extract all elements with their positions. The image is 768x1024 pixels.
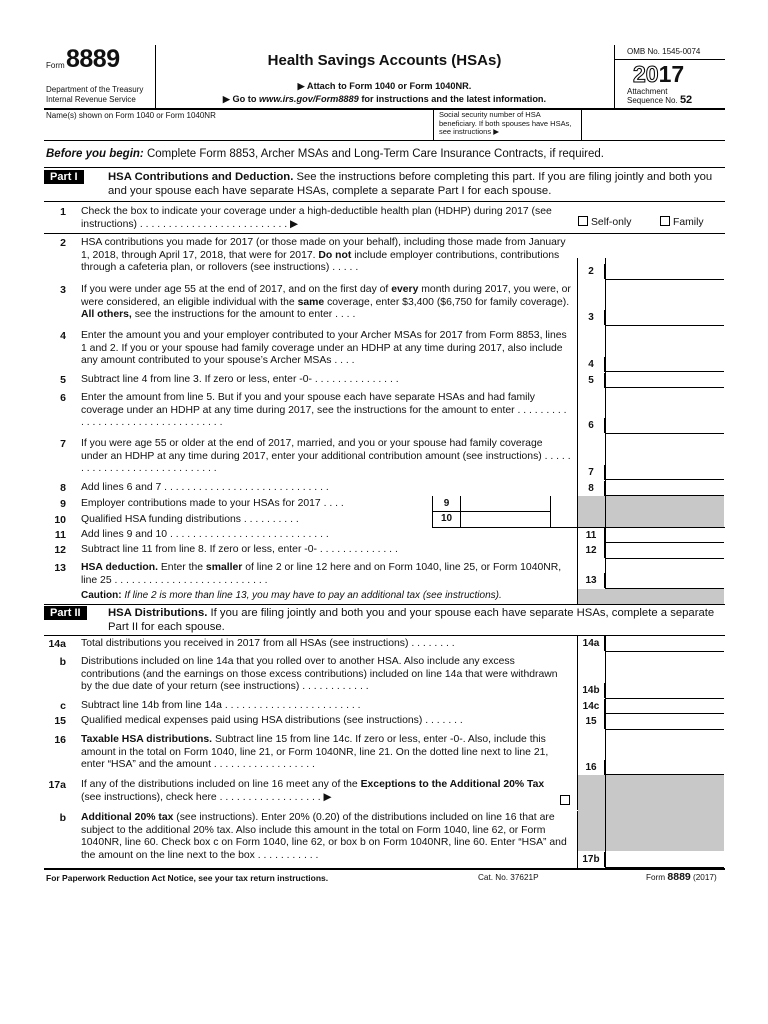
line2-text: [81, 237, 571, 275]
line7-amount[interactable]: [606, 434, 724, 480]
caution-text: If line 2 is more than line 13, you may have to pay an additional tax (see instructions).: [121, 590, 502, 601]
goto-line: [155, 94, 614, 105]
self-only-checkbox[interactable]: [578, 216, 588, 226]
before-text: Complete Form 8853, Archer MSAs and Long-Term Care Insurance Contracts, if required.: [143, 148, 604, 160]
line17b-amount[interactable]: [606, 851, 724, 868]
line17a-bold: Exceptions to the Additional 20% Tax: [360, 779, 545, 790]
line3-text-d: see the instructions for the amount to enter . . . .: [131, 309, 356, 321]
part1-label: Part I: [44, 170, 84, 184]
line13-caution: [81, 590, 502, 603]
line3-bold2: same: [297, 296, 325, 308]
line13-bold: HSA deduction.: [81, 562, 158, 573]
line14b-text: Distributions included on line 14a that you rolled over to another HSA. Also include any excess contributions (and the earnings on those excess contributions) included on line 14a that were withdrawn by the due date of your return (see instructions) . . . . . . . . . . . .: [81, 656, 558, 693]
line8-number: 8: [60, 482, 66, 494]
box-9: 9: [443, 498, 450, 509]
box-3: 3: [578, 310, 605, 325]
line13-number: 13: [54, 562, 66, 574]
line17a-text-b: (see instructions), check here . . . . . . . . . . . . . . . . . . ▶: [81, 791, 332, 803]
footer-form: [646, 871, 717, 883]
part2-label: Part II: [44, 606, 87, 620]
line15-amount[interactable]: [606, 714, 724, 730]
part1-title: HSA Contributions and Deduction.: [108, 171, 294, 183]
family-checkbox[interactable]: [660, 216, 670, 226]
catalog-number: Cat. No. 37621P: [478, 873, 539, 882]
sequence-label: [627, 96, 692, 106]
sequence-text: Sequence No.: [627, 96, 678, 105]
line5-text: Subtract line 4 from line 3. If zero or less, enter -0- . . . . . . . . . . . . . . .: [81, 374, 399, 385]
line3-text-c: coverage, enter $3,400 ($6,750 for family coverage).: [324, 296, 570, 308]
line9-text: Employer contributions made to your HSAs for 2017 . . . .: [81, 498, 344, 509]
line3-bold1: every: [391, 284, 419, 295]
form-number: 8889: [66, 45, 120, 73]
box-14c: 14c: [578, 699, 605, 714]
line10-number: 10: [54, 514, 66, 526]
line16-bold: Taxable HSA distributions.: [81, 734, 213, 745]
before-you-begin: [46, 148, 604, 160]
footer-form-number: 8889: [667, 871, 691, 883]
line6-text: Enter the amount from line 5. But if you and your spouse each have separate HSAs and had family coverage under an HDHP at any time during 2017, see the instructions for the amount to enter . . . . . . . . . . . . . . . . . . . . . . . . . . . . . . . . . .: [81, 392, 567, 429]
paperwork-notice: For Paperwork Reduction Act Notice, see your tax return instructions.: [46, 873, 329, 883]
coverage-family[interactable]: [660, 216, 704, 230]
box-12: 12: [578, 543, 605, 558]
line5-number: 5: [60, 374, 66, 386]
line9-amount[interactable]: [461, 497, 550, 511]
part2-title: HSA Distributions.: [108, 607, 208, 619]
coverage-self-only[interactable]: [578, 216, 631, 230]
line12-amount[interactable]: [606, 543, 724, 559]
box-10: 10: [440, 513, 453, 524]
line12-text: Subtract line 11 from line 8. If zero or less, enter -0- . . . . . . . . . . . . . .: [81, 544, 398, 555]
line17a-text: [81, 779, 556, 804]
part2-desc: If you are filing jointly and both you and your spouse each have separate HSAs, complete a separate Part II for each spouse.: [108, 607, 715, 633]
line10-amount[interactable]: [461, 512, 550, 526]
family-label: Family: [673, 217, 704, 228]
line17b-number: b: [59, 812, 66, 824]
line5-amount[interactable]: [606, 372, 724, 388]
line17b-text: [81, 812, 571, 862]
line3-amount[interactable]: [606, 280, 724, 326]
form-word: Form: [46, 61, 65, 70]
irs-line: Internal Revenue Service: [46, 95, 136, 104]
omb-number: OMB No. 1545-0074: [627, 47, 701, 56]
box-2: 2: [578, 264, 605, 279]
part1-desc: See the instructions before completing this part. If you are filing jointly and both you and your spouse each have separate HSAs, complete a separate Part I for each spouse.: [108, 171, 713, 197]
tax-year: [633, 62, 684, 86]
ssn-label: Social security number of HSA beneficiary. If both spouses have HSAs, see instructions ▶: [439, 110, 572, 136]
line14a-text: Total distributions you received in 2017 from all HSAs (see instructions) . . . . . . . .: [81, 638, 455, 649]
box-15: 15: [578, 714, 605, 729]
line13-amount[interactable]: [606, 559, 724, 589]
line9-number: 9: [60, 498, 66, 510]
line1-text: Check the box to indicate your coverage under a high-deductible health plan (HDHP) during 2017 (see instructions) . . . . . . . . . . . . . . . . . . . . . . . . . . ▶: [81, 206, 552, 230]
line10-text: Qualified HSA funding distributions . . . . . . . . . .: [81, 514, 299, 525]
box-17b: 17b: [578, 852, 605, 867]
goto-prefix: ▶ Go to: [222, 94, 260, 104]
line3-number: 3: [60, 284, 66, 296]
line14b-number: b: [59, 656, 66, 668]
line4-amount[interactable]: [606, 326, 724, 372]
line11-amount[interactable]: [606, 527, 724, 543]
box-7: 7: [578, 465, 605, 480]
line15-text: Qualified medical expenses paid using HSA distributions (see instructions) . . . . . . .: [81, 715, 463, 726]
box-8: 8: [578, 481, 605, 496]
box-5: 5: [578, 373, 605, 388]
sequence-number: 52: [679, 94, 693, 106]
line14c-text: Subtract line 14b from line 14a . . . . . . . . . . . . . . . . . . . . . . . .: [81, 700, 361, 711]
box-16: 16: [578, 760, 605, 775]
line11-number: 11: [54, 529, 66, 541]
line17a-text-a: If any of the distributions included on line 16 meet any of the: [81, 779, 361, 790]
line3-bold3: All others,: [81, 309, 132, 321]
irs-url-link[interactable]: www.irs.gov/Form8889: [259, 94, 359, 104]
line4-text: Enter the amount you and your employer contributed to your Archer MSAs for 2017 from Form 8853, lines 1 and 2. If you or your spouse had family coverage under an HDHP at any time during 2017, also include any amount contributed to your spouse’s Archer MSAs . . . .: [81, 330, 567, 367]
line13-text-a: Enter the: [157, 562, 206, 573]
line8-amount[interactable]: [606, 480, 724, 496]
line13-text: [81, 562, 571, 587]
year-prefix: 20: [633, 61, 659, 87]
box-13: 13: [578, 573, 605, 588]
line14c-amount[interactable]: [606, 699, 724, 714]
line7-text: If you were age 55 or older at the end of 2017, married, and you or your spouse had family coverage under an HDHP at any time during 2017, enter your additional contribution amount (see instructions) . . . . . . . . . . . . . . . . . . . . . . . . . . . . .: [81, 438, 571, 475]
exception-checkbox[interactable]: [560, 795, 570, 805]
line2-bold: Do not: [318, 249, 352, 261]
box-14a: 14a: [578, 636, 605, 651]
line12-number: 12: [54, 544, 66, 556]
line14a-number: 14a: [48, 638, 66, 650]
line1-number: 1: [60, 206, 66, 218]
line16-amount[interactable]: [606, 730, 724, 775]
line2-text-a: HSA contributions you made for 2017 (or those made on your behalf), including those made from January 1, 2018, through April 17, 2018, that were for 2017.: [81, 237, 566, 261]
self-only-label: Self-only: [591, 217, 632, 228]
form-title: Health Savings Accounts (HSAs): [267, 52, 502, 69]
part1-header: [108, 170, 724, 198]
line11-text: Add lines 9 and 10 . . . . . . . . . . . . . . . . . . . . . . . . . . . .: [81, 529, 329, 540]
line14b-amount[interactable]: [606, 652, 724, 699]
line16-text: [81, 734, 571, 772]
name-label: Name(s) shown on Form 1040 or Form 1040NR: [46, 111, 216, 120]
line14a-amount[interactable]: [606, 635, 724, 652]
box-4: 4: [578, 357, 605, 372]
footer-year: (2017): [693, 873, 717, 882]
line2-text-b: include employer contributions, contributions through a cafeteria plan, or rollovers (see instructions) . . . . .: [81, 249, 560, 274]
attach-line: ▶ Attach to Form 1040 or Form 1040NR.: [297, 81, 472, 91]
line3-text: [81, 284, 571, 322]
dept-treasury: Department of the Treasury: [46, 85, 144, 94]
caution-bold: Caution:: [81, 590, 122, 601]
year-suffix: 17: [658, 61, 685, 87]
line6-amount[interactable]: [606, 388, 724, 434]
part2-header: [108, 606, 724, 634]
line13-text-b: of line 2 or line 12 here and on Form 1040, line 25, or Form 1040NR, line 25 . . . . . . . . . . . . . . . . . . . . . . . . . . .: [81, 562, 562, 586]
line3-text-b: month during 2017, you were, or were considered, an eligible individual with the: [81, 284, 571, 308]
line13-bold2: smaller: [205, 562, 243, 573]
before-lead: Before you begin:: [46, 148, 144, 160]
footer-form-word: Form: [646, 873, 666, 882]
line16-number: 16: [54, 734, 66, 746]
name-field[interactable]: [44, 121, 432, 140]
goto-suffix: for instructions and the latest information.: [358, 94, 547, 104]
attachment-label: Attachment: [627, 87, 668, 96]
line6-number: 6: [60, 392, 66, 404]
line7-number: 7: [60, 438, 66, 450]
box-14b: 14b: [578, 683, 605, 698]
line4-number: 4: [60, 330, 66, 342]
box-11: 11: [578, 528, 605, 543]
line15-number: 15: [54, 715, 66, 727]
line17a-number: 17a: [48, 779, 66, 791]
line16-body: Subtract line 15 from line 14c. If zero or less, enter -0-. Also, include this amount in the total on Form 1040, line 21, or Form 1040NR, line 21. On the dotted line next to line 21, enter “HSA” and the amount . . . . . . . . . . . . . . . . . .: [81, 734, 549, 771]
line17b-bold: Additional 20% tax: [81, 812, 174, 823]
ssn-field[interactable]: [582, 111, 724, 139]
line2-number: 2: [60, 237, 66, 249]
line8-text: Add lines 6 and 7 . . . . . . . . . . . . . . . . . . . . . . . . . . . . .: [81, 482, 329, 493]
line17b-body: (see instructions). Enter 20% (0.20) of the distributions included on line 16 that are subject to the additional 20% tax. Also include this amount in the total on Form 1040, line 62, or Form 1040NR, line 60. Check box c on Form 1040, line 62, or box b on Form 1040NR, line 60. Enter “HSA” and the amount on the line next to the box . . . . . . . . . . .: [81, 812, 567, 861]
line2-amount[interactable]: [606, 233, 724, 280]
line3-text-a: If you were under age 55 at the end of 2017, and on the first day of: [81, 284, 392, 295]
box-6: 6: [578, 418, 605, 433]
line14c-number: c: [60, 700, 66, 712]
